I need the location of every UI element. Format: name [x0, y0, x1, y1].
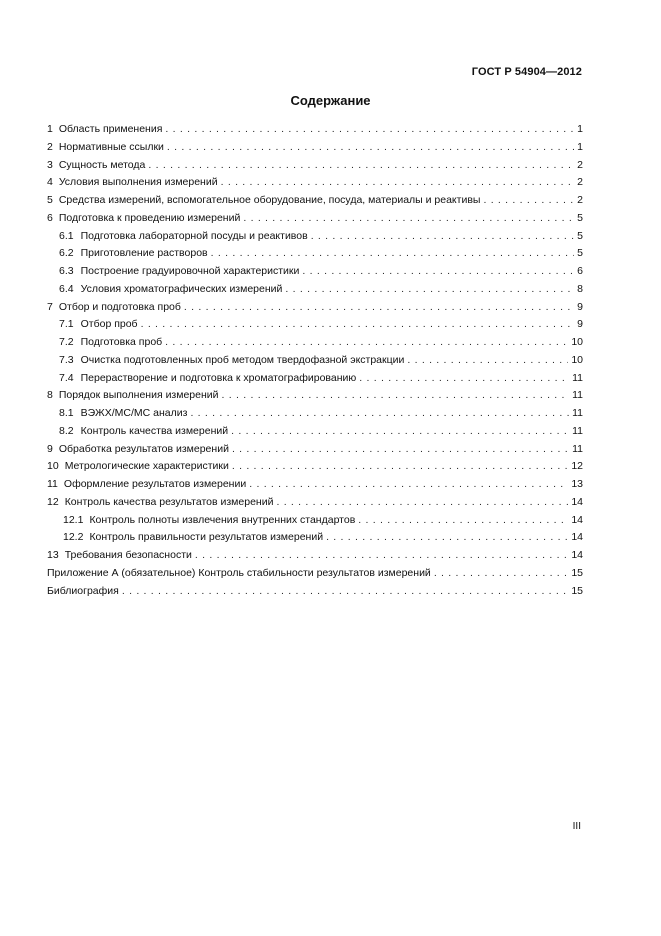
- toc-dot-leader: [222, 387, 570, 405]
- toc-entry-number: 7.3: [59, 353, 74, 366]
- toc-entry[interactable]: [47, 352, 583, 370]
- toc-entry[interactable]: [47, 458, 583, 476]
- toc-dot-leader: [190, 405, 569, 423]
- toc-entry-title: Подготовка к проведению измерений: [58, 211, 241, 224]
- toc-dot-leader: [302, 263, 574, 281]
- page-number: III: [572, 821, 581, 832]
- toc-entry[interactable]: [47, 316, 583, 334]
- toc-dot-leader: [165, 334, 568, 352]
- toc-entry-number: 7.1: [59, 318, 74, 331]
- toc-entry-number: 6.4: [59, 282, 74, 295]
- toc-entry-number: 7: [47, 300, 53, 313]
- toc-entry[interactable]: [47, 174, 583, 192]
- toc-entry-page: 14: [571, 495, 583, 508]
- toc-entry-page: 5: [577, 247, 583, 260]
- toc-entry-title: Построение градуировочной характеристики: [80, 265, 300, 277]
- toc-entry-title: Приложение А (обязательное) Контроль стабильности результатов измерений: [47, 566, 431, 579]
- toc-dot-leader: [311, 228, 574, 246]
- toc-entry-page: 5: [577, 211, 583, 224]
- toc-entry-title: Библиография: [47, 584, 119, 597]
- toc-entry-title: Отбор проб: [80, 318, 138, 331]
- toc-entry-page: 8: [577, 282, 583, 295]
- toc-entry-page: 14: [571, 531, 583, 544]
- toc-dot-leader: [359, 370, 569, 388]
- toc-entry-title: ВЭЖХ/МС/МС анализ: [80, 407, 188, 419]
- toc-entry-number: 1: [47, 123, 53, 135]
- toc-entry[interactable]: [47, 494, 583, 512]
- toc-dot-leader: [326, 529, 568, 547]
- toc-dot-leader: [165, 121, 574, 139]
- toc-entry-number: 8: [47, 389, 53, 402]
- toc-entry-page: 1: [577, 123, 583, 135]
- toc-entry[interactable]: [47, 245, 583, 263]
- toc-dot-leader: [232, 441, 569, 459]
- toc-dot-leader: [358, 512, 568, 530]
- toc-dot-leader: [167, 139, 574, 157]
- doc-code: ГОСТ Р 54904—2012: [471, 66, 582, 78]
- toc-entry-page: 10: [571, 353, 583, 366]
- toc-entry-number: 2: [47, 140, 53, 153]
- toc-entry-page: 11: [572, 371, 583, 384]
- toc-entry-title: Оформление результатов измерении: [63, 478, 247, 490]
- toc-entry-number: 8.1: [59, 407, 74, 419]
- toc-dot-leader: [231, 423, 569, 441]
- toc-entry-title: Приготовление растворов: [80, 247, 208, 260]
- toc-entry[interactable]: [47, 512, 583, 530]
- toc-entry-page: 9: [577, 318, 583, 331]
- toc-entry[interactable]: [47, 121, 583, 139]
- toc-entry[interactable]: [47, 157, 583, 175]
- toc-entry-page: 15: [571, 566, 583, 579]
- toc-entry-title: Порядок выполнения измерений: [58, 389, 219, 402]
- toc-entry[interactable]: [47, 228, 583, 246]
- toc-dot-leader: [141, 316, 575, 334]
- toc-entry[interactable]: [47, 334, 583, 352]
- toc-entry-title: Контроль качества результатов измерений: [64, 495, 274, 508]
- toc-entry-number: 12: [47, 495, 59, 508]
- toc-entry-number: 11: [47, 478, 58, 490]
- toc-entry-page: 2: [577, 194, 583, 206]
- toc-entry-number: 5: [47, 194, 53, 206]
- toc-dot-leader: [211, 245, 575, 263]
- toc-entry[interactable]: [47, 139, 583, 157]
- toc-entry[interactable]: [47, 476, 583, 494]
- toc-entry-page: 11: [572, 442, 583, 455]
- toc-dot-leader: [195, 547, 568, 565]
- toc-entry-number: 4: [47, 176, 53, 189]
- toc-entry[interactable]: [47, 263, 583, 281]
- toc-entry-title: Сущность метода: [58, 158, 146, 171]
- toc-entry-number: 9: [47, 442, 53, 455]
- toc-entry-title: Условия хроматографических измерений: [80, 282, 283, 295]
- toc-dot-leader: [276, 494, 568, 512]
- toc-entry[interactable]: [47, 423, 583, 441]
- toc-dot-leader: [249, 476, 568, 494]
- toc-entry-number: 6.3: [59, 265, 74, 277]
- toc-dot-leader: [434, 565, 569, 583]
- toc-entry[interactable]: [47, 210, 583, 228]
- toc-dot-leader: [221, 174, 575, 192]
- toc-entry-page: 15: [571, 584, 583, 597]
- toc-entry-title: Контроль качества измерений: [80, 424, 229, 437]
- toc-entry-page: 10: [571, 336, 583, 348]
- toc-entry-number: 3: [47, 158, 53, 171]
- toc-entry-title: Очистка подготовленных проб методом твердофазной экстракции: [80, 353, 405, 366]
- toc-entry-number: 12.2: [63, 531, 84, 544]
- toc-entry-title: Отбор и подготовка проб: [58, 300, 181, 313]
- toc-entry-page: 11: [572, 389, 583, 402]
- toc-entry-title: Подготовка проб: [80, 336, 163, 348]
- toc-entry[interactable]: [47, 387, 583, 405]
- toc-entry-number: 10: [47, 460, 59, 473]
- toc-entry-title: Средства измерений, вспомогательное оборудование, посуда, материалы и реактивы: [58, 194, 481, 206]
- toc-entry-page: 2: [577, 176, 583, 189]
- toc-dot-leader: [122, 583, 568, 601]
- toc-entry-title: Перерастворение и подготовка к хроматографированию: [80, 371, 357, 384]
- toc-entry[interactable]: [47, 565, 583, 583]
- toc-dot-leader: [407, 352, 568, 370]
- toc-entry-title: Область применения: [58, 123, 163, 135]
- toc-entry[interactable]: [47, 281, 583, 299]
- toc-dot-leader: [243, 210, 574, 228]
- toc-entry-page: 2: [577, 158, 583, 171]
- toc-entry-title: Нормативные ссылки: [58, 140, 164, 153]
- toc-entry-page: 1: [577, 140, 583, 153]
- toc-entry[interactable]: [47, 405, 583, 423]
- toc-entry-page: 14: [571, 549, 583, 561]
- toc-entry-number: 6.2: [59, 247, 74, 260]
- toc-entry-title: Обработка результатов измерений: [58, 442, 229, 455]
- toc-entry-number: 6: [47, 211, 53, 224]
- toc-entry-page: 12: [571, 460, 583, 473]
- toc-entry-number: 7.4: [59, 371, 74, 384]
- toc-entry-number: 12.1: [63, 513, 84, 526]
- toc-dot-leader: [184, 299, 574, 317]
- toc-entry[interactable]: [47, 529, 583, 547]
- toc-entry[interactable]: [47, 583, 583, 601]
- toc-list: [47, 121, 583, 600]
- toc-entry-page: 5: [577, 229, 583, 242]
- toc-entry-number: 13: [47, 549, 59, 561]
- toc-entry[interactable]: [47, 299, 583, 317]
- toc-entry-title: Подготовка лабораторной посуды и реактивов: [80, 229, 308, 242]
- toc-title: Содержание: [290, 93, 371, 108]
- toc-entry-number: 8.2: [59, 424, 74, 437]
- toc-entry-title: Требования безопасности: [64, 549, 192, 561]
- toc-entry[interactable]: [47, 441, 583, 459]
- toc-dot-leader: [232, 458, 568, 476]
- toc-dot-leader: [483, 192, 574, 210]
- toc-entry[interactable]: [47, 547, 583, 565]
- toc-entry-title: Условия выполнения измерений: [58, 176, 218, 189]
- toc-entry-title: Метрологические характеристики: [64, 460, 229, 473]
- toc-entry-title: Контроль правильности результатов измерений: [89, 531, 324, 544]
- toc-entry-number: 7.2: [59, 336, 74, 348]
- toc-dot-leader: [148, 157, 574, 175]
- toc-entry[interactable]: [47, 192, 583, 210]
- toc-entry-page: 11: [572, 424, 583, 437]
- toc-entry-page: 14: [571, 513, 583, 526]
- toc-entry-page: 11: [572, 407, 583, 419]
- toc-entry-page: 9: [577, 300, 583, 313]
- toc-entry-title: Контроль полноты извлечения внутренних стандартов: [89, 513, 356, 526]
- toc-entry-page: 6: [577, 265, 583, 277]
- toc-dot-leader: [285, 281, 574, 299]
- toc-entry-page: 13: [571, 478, 583, 490]
- toc-entry-number: 6.1: [59, 229, 74, 242]
- toc-entry[interactable]: [47, 370, 583, 388]
